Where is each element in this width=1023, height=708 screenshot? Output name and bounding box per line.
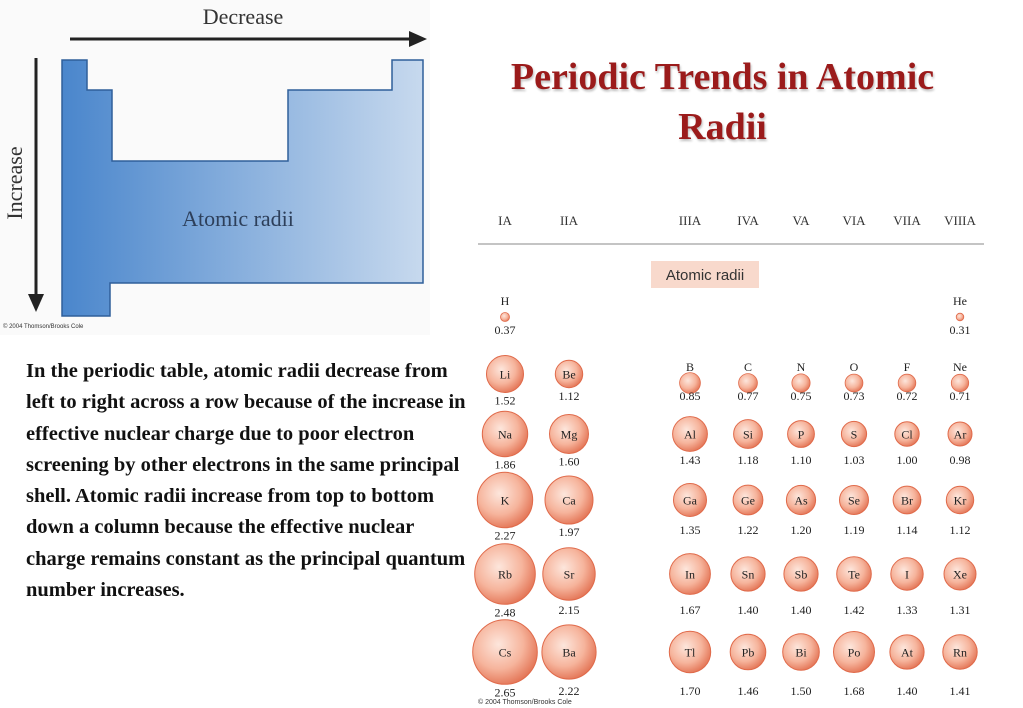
element-radius-cl: 1.00 xyxy=(896,453,918,467)
page-title-line-1: Periodic Trends in Atomic xyxy=(510,56,935,98)
element-c xyxy=(738,360,759,403)
explanation-paragraph: In the periodic table, atomic radii decrease from left to right across a row because of the increase in effective nuclear charge due to poor electron screening by other electrons in the same principal shell. Atomic radii increase from top to bottom down a column because the effective nuclear charge remains constant as the principal quantum number increases. xyxy=(26,360,466,602)
element-pb xyxy=(730,634,766,698)
element-radius-as: 1.20 xyxy=(790,523,812,537)
atomic-radii-diagram-label: Atomic radii xyxy=(182,206,294,231)
element-na xyxy=(482,411,527,471)
element-f xyxy=(897,360,918,403)
atomic-radii-label: Atomic radii xyxy=(665,267,745,284)
element-symbol-po: Po xyxy=(847,645,861,660)
element-p xyxy=(788,421,815,467)
element-symbol-sr: Sr xyxy=(563,567,575,582)
element-sb xyxy=(784,557,818,617)
element-radius-n: 0.75 xyxy=(790,389,812,403)
element-symbol-si: Si xyxy=(742,427,754,442)
element-symbol-c: C xyxy=(743,360,753,374)
table-copyright: © 2004 Thomson/Brooks Cole xyxy=(478,699,572,706)
element-radius-k: 2.27 xyxy=(494,528,516,543)
periodic-table-shape xyxy=(62,60,423,316)
element-symbol-b: B xyxy=(685,360,695,374)
page-title xyxy=(445,52,1000,152)
element-cl xyxy=(895,422,919,467)
element-rb xyxy=(475,544,536,620)
element-symbol-ga: Ga xyxy=(683,493,697,508)
element-radius-sb: 1.40 xyxy=(790,603,812,617)
element-symbol-cl: Cl xyxy=(901,427,913,442)
element-mg xyxy=(550,415,589,469)
element-symbol-at: At xyxy=(901,645,913,660)
element-xe xyxy=(944,558,976,617)
element-radius-te: 1.42 xyxy=(843,603,865,617)
element-symbol-f: F xyxy=(903,360,911,374)
element-s xyxy=(841,421,866,467)
element-b xyxy=(680,360,701,403)
trend-diagram xyxy=(0,0,430,335)
element-in xyxy=(670,554,711,617)
element-ba xyxy=(542,625,596,698)
element-symbol-p: P xyxy=(797,427,805,442)
element-sr xyxy=(543,548,595,617)
element-radius-bi: 1.50 xyxy=(790,684,812,698)
element-symbol-sn: Sn xyxy=(741,567,755,582)
element-radius-na: 1.86 xyxy=(494,457,516,472)
element-symbol-ca: Ca xyxy=(562,493,576,508)
increase-arrow-head xyxy=(28,294,44,312)
element-symbol-ne: Ne xyxy=(953,360,967,374)
element-tl xyxy=(669,631,710,698)
element-n xyxy=(791,360,812,403)
element-symbol-kr: Kr xyxy=(953,493,967,508)
element-radius-be: 1.12 xyxy=(558,389,580,403)
trend-diagram-graphic xyxy=(0,0,430,335)
element-radius-ga: 1.35 xyxy=(679,523,701,537)
element-h xyxy=(495,294,516,337)
element-ga xyxy=(674,484,707,538)
element-symbol-bi: Bi xyxy=(795,645,807,660)
element-radius-at: 1.40 xyxy=(896,684,918,698)
element-radius-o: 0.73 xyxy=(843,389,865,403)
element-po xyxy=(834,632,875,699)
element-radius-rb: 2.48 xyxy=(494,605,516,620)
element-radius-in: 1.67 xyxy=(679,603,701,617)
element-symbol-mg: Mg xyxy=(560,427,578,442)
element-ge xyxy=(733,485,763,537)
element-symbol-ar: Ar xyxy=(953,427,967,442)
element-radius-al: 1.43 xyxy=(679,453,701,467)
element-symbol-h: H xyxy=(500,294,510,308)
element-symbol-rb: Rb xyxy=(497,567,513,582)
element-symbol-xe: Xe xyxy=(953,567,967,582)
element-radius-h: 0.37 xyxy=(494,323,516,337)
element-symbol-n: N xyxy=(796,360,806,374)
element-radius-he: 0.31 xyxy=(949,323,971,337)
element-radius-ba: 2.22 xyxy=(558,684,580,698)
group-header-va: VA xyxy=(792,213,810,228)
element-radius-se: 1.19 xyxy=(843,523,865,537)
increase-label: Increase xyxy=(2,146,27,220)
element-symbol-as: As xyxy=(794,493,808,508)
element-at xyxy=(890,635,924,698)
element-i xyxy=(891,558,923,617)
decrease-arrow-head xyxy=(409,31,427,47)
element-radius-f: 0.72 xyxy=(896,389,918,403)
element-radius-po: 1.68 xyxy=(843,684,865,698)
element-al xyxy=(673,417,708,467)
group-header-viia: VIIA xyxy=(893,213,921,228)
decrease-label: Decrease xyxy=(202,4,284,29)
atomic-radii-table-graphic xyxy=(470,200,1023,708)
element-radius-ca: 1.97 xyxy=(558,525,580,540)
element-symbol-o: O xyxy=(849,360,859,374)
atomic-radii-table xyxy=(470,200,1023,708)
element-symbol-se: Se xyxy=(848,493,860,508)
element-kr xyxy=(946,486,973,537)
element-be xyxy=(555,360,582,403)
element-k xyxy=(477,472,532,542)
group-header-ia: IA xyxy=(498,213,512,228)
element-se xyxy=(840,486,869,538)
page-title-line-2: Radii xyxy=(678,106,767,148)
element-bi xyxy=(783,634,820,698)
element-sphere-he xyxy=(956,313,964,321)
element-symbol-s: S xyxy=(850,427,858,442)
element-as xyxy=(786,485,815,537)
element-radius-mg: 1.60 xyxy=(558,454,580,469)
element-symbol-br: Br xyxy=(901,493,913,508)
element-radius-sr: 2.15 xyxy=(558,603,580,617)
diagram-copyright: © 2004 Thomson/Brooks Cole xyxy=(3,324,84,330)
element-o xyxy=(844,360,865,403)
element-symbol-pb: Pb xyxy=(741,645,755,660)
element-radius-s: 1.03 xyxy=(843,453,865,467)
element-radius-br: 1.14 xyxy=(896,523,918,537)
element-ar xyxy=(948,422,972,467)
element-symbol-in: In xyxy=(685,567,695,582)
element-he xyxy=(950,294,971,337)
element-radius-kr: 1.12 xyxy=(949,523,971,537)
element-radius-cs: 2.65 xyxy=(494,685,516,700)
element-rn xyxy=(943,635,977,698)
group-header-viiia: VIIIA xyxy=(944,213,976,228)
element-radius-p: 1.10 xyxy=(790,453,812,467)
element-symbol-ba: Ba xyxy=(562,645,576,660)
group-header-iva: IVA xyxy=(737,213,759,228)
element-radius-sn: 1.40 xyxy=(737,603,759,617)
element-sn xyxy=(731,557,765,617)
element-symbol-i: I xyxy=(905,567,909,582)
element-radius-c: 0.77 xyxy=(737,389,759,403)
element-radius-ge: 1.22 xyxy=(737,523,759,537)
element-radius-pb: 1.46 xyxy=(737,684,759,698)
element-si xyxy=(734,420,763,467)
element-symbol-tl: Tl xyxy=(684,645,696,660)
element-radius-li: 1.52 xyxy=(494,393,516,408)
element-radius-xe: 1.31 xyxy=(949,603,971,617)
element-br xyxy=(893,486,921,537)
element-radius-si: 1.18 xyxy=(737,453,759,467)
element-symbol-te: Te xyxy=(848,567,860,582)
element-radius-i: 1.33 xyxy=(896,603,918,617)
element-radius-tl: 1.70 xyxy=(679,684,701,698)
element-radius-rn: 1.41 xyxy=(949,684,971,698)
element-radius-ar: 0.98 xyxy=(949,453,971,467)
element-ca xyxy=(545,476,593,539)
element-li xyxy=(487,356,524,408)
element-radius-b: 0.85 xyxy=(679,389,701,403)
element-ne xyxy=(950,360,971,403)
element-symbol-k: K xyxy=(500,493,510,508)
element-te xyxy=(837,557,872,617)
element-symbol-rn: Rn xyxy=(952,645,968,660)
group-header-via: VIA xyxy=(842,213,866,228)
element-symbol-cs: Cs xyxy=(498,645,512,660)
group-header-iia: IIA xyxy=(559,213,579,228)
element-cs xyxy=(473,620,538,700)
group-header-iiia: IIIA xyxy=(678,213,702,228)
element-symbol-he: He xyxy=(953,294,967,308)
element-symbol-sb: Sb xyxy=(794,567,808,582)
element-symbol-al: Al xyxy=(684,427,696,442)
element-symbol-be: Be xyxy=(562,367,576,382)
element-radius-ne: 0.71 xyxy=(949,389,971,403)
element-symbol-li: Li xyxy=(499,367,511,382)
element-symbol-ge: Ge xyxy=(741,493,755,508)
element-symbol-na: Na xyxy=(498,427,512,442)
element-sphere-h xyxy=(501,313,510,322)
